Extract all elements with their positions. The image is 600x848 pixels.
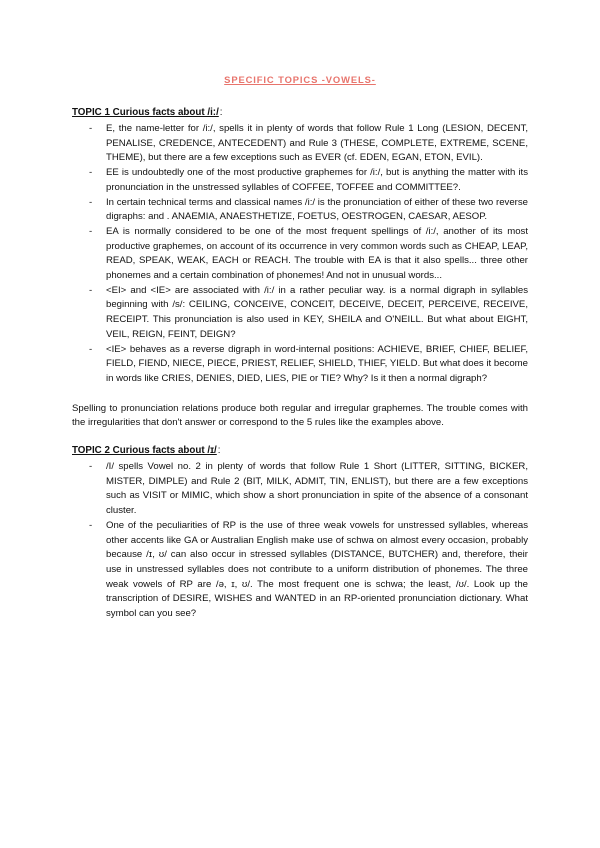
bullet-text: EA is normally considered to be one of the most frequent spellings of /i:/, another of its most productive graphemes, on account of its occurrence in very common words such as CHEAP, LEAP, READ, SPEAK, WEAK, EACH or REACH. The trouble with EA is that it also spells... three other phonemes and a certain combination of phonemes! And not in unusual words... <box>106 225 528 282</box>
summary-paragraph: Spelling to pronunciation relations produce both regular and irregular graphemes. The trouble comes with the irregularities that don't answer or correspond to the 5 rules like the examples above. <box>72 402 528 429</box>
bullet-text: <IE> behaves as a reverse digraph in word-internal positions: ACHIEVE, BRIEF, CHIEF, BELIEF, FIELD, FIEND, NIECE, PIECE, PRIEST, RELIEF, SHIELD, THIEF, YIELD. But what does it become in words like CRIES, DENIES, DIED, LIES, PIE or TIE? Why? Is it then a normal digraph? <box>106 343 528 384</box>
topic-2-bullet-list <box>72 460 528 622</box>
topic-2-heading-suffix: : <box>217 445 221 457</box>
list-item <box>72 460 528 519</box>
bullet-text: In certain technical terms and classical names /i:/ is the pronunciation of either of these two reverse digraphs: and . ANAEMIA, ANAESTHETIZE, FOETUS, OESTROGEN, CAESAR, AESOP. <box>106 196 528 223</box>
bullet-dash: - <box>89 284 93 296</box>
bullet-dash: - <box>89 123 93 134</box>
bullet-text: /I/ spells Vowel no. 2 in plenty of words that follow Rule 1 Short (LITTER, SITTING, BICKER, MISTER, DIMPLE) and Rule 2 (BIT, MILK, ADMIT, TIN, ENLIST), but there are a few exceptions such as VISIT or MIMIC, which show a short pronunciation in spite of the absence of a consonant cluster. <box>106 461 528 517</box>
topic-1-bullet-list <box>72 122 528 387</box>
list-item <box>72 284 528 343</box>
list-item <box>72 343 528 387</box>
topic-2-heading-row <box>72 444 528 457</box>
bullet-text: E, the name-letter for /i:/, spells it in plenty of words that follow Rule 1 Long (LESION, DECENT, PENALISE, CREDENCE, ANTECEDENT) and Rule 3 (THESE, COMPLETE, EXTREME, SCENE, THEME), but there are a few exceptions such as EVER (cf. EDEN, EGAN, ETON, EVIL). <box>106 123 528 164</box>
topic-1-heading: TOPIC 1 Curious facts about /i:/ <box>72 107 219 118</box>
bullet-text: EE is undoubtedly one of the most productive graphemes for /i:/, but is anything the matter with its pronunciation in the unstressed syllables of COFFEE, TOFFEE and COMMITTEE?. <box>106 167 528 193</box>
bullet-dash: - <box>89 196 93 208</box>
bullet-dash: - <box>89 519 93 531</box>
bullet-text: <EI> and <IE> are associated with /i:/ in a rather peculiar way. is a normal digraph in syllables beginning with /s/: CEILING, CONCEIVE, CONCEIT, DECEIVE, DECEIT, PERCEIVE, RECEIVE, RECEIPT. This pronunciation is also used in KEY, SHEILA and O'NEILL. But what about EIGHT, VEIL, REIGN, FEINT, DEIGN? <box>106 284 528 340</box>
list-item <box>72 196 528 225</box>
list-item <box>72 122 528 166</box>
topic-1-heading-suffix: : <box>219 107 223 118</box>
bullet-dash: - <box>89 167 93 179</box>
topic-1-heading-row <box>72 106 528 119</box>
spacer <box>72 431 528 444</box>
bullet-dash: - <box>89 225 93 237</box>
list-item <box>72 519 528 622</box>
bullet-dash: - <box>89 461 93 473</box>
list-item <box>72 225 528 284</box>
list-item <box>72 166 528 195</box>
bullet-text: One of the peculiarities of RP is the use of three weak vowels for unstressed syllables, whereas other accents like GA or Australian English make use of schwa on almost every occasion, probably because /ɪ, ʊ/ can also occur in stressed syllables (DISTANCE, BUTCHER) and, therefore, their use in unstressed syllables does not contribute to a uniform distribution of phonemes. The three weak vowels of RP are /ə, ɪ, ʊ/. The most frequent one is schwa; the least, /ʊ/. Look up the transcription of DESIRE, WISHES and WANTED in an RP-oriented pronunciation dictionary. What symbol can you see? <box>106 519 528 620</box>
topic-2-heading: TOPIC 2 Curious facts about /ɪ/ <box>72 445 217 457</box>
spacer <box>72 387 528 402</box>
bullet-dash: - <box>89 343 93 355</box>
document-title: SPECIFIC TOPICS -VOWELS- <box>224 74 376 85</box>
